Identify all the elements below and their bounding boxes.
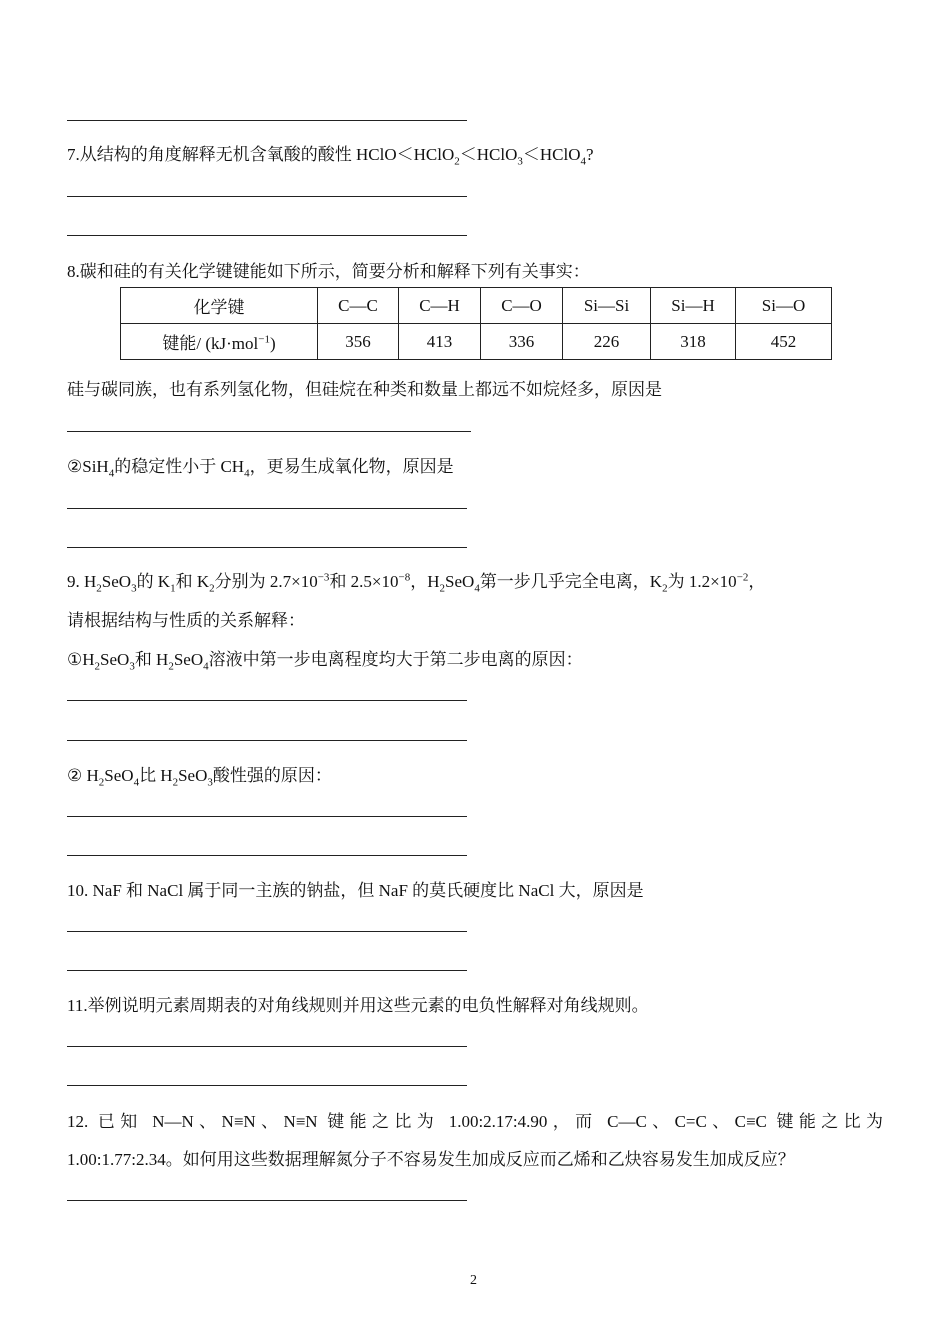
question-7: 7.从结构的角度解释无机含氧酸的酸性 HClO＜HClO$_2$＜HClO$_3$＜HClO$_4$? [67, 145, 594, 168]
question-8-part-2: ②SiH$_4$的稳定性小于 $CH_4$，更易生成氧化物，原因是 [67, 457, 454, 480]
answer-line [67, 1046, 467, 1047]
table-cell: Si—H [651, 288, 736, 324]
answer-line [67, 431, 471, 432]
table-cell: Si—O [736, 288, 832, 324]
table-cell: Si—Si [563, 288, 651, 324]
answer-line [67, 120, 467, 121]
table-cell: C—O [481, 288, 563, 324]
table-row [121, 324, 832, 360]
table-cell: 336 [481, 324, 563, 360]
bond-energy-table [120, 287, 832, 360]
answer-line [67, 508, 467, 509]
answer-line [67, 970, 467, 971]
answer-line [67, 740, 467, 741]
question-12-line-2: 1.00:1.77:2.34。如何用这些数据理解氮分子不容易发生加成反应而乙烯和乙炔容易发生加成反应？ [67, 1150, 795, 1169]
table-cell: 化学键 [121, 288, 318, 324]
question-9-line-2: 请根据结构与性质的关系解释： [67, 611, 305, 630]
answer-line [67, 855, 467, 856]
table-cell: 226 [563, 324, 651, 360]
question-8-stem: 8.碳和硅的有关化学键键能如下所示，简要分析和解释下列有关事实： [67, 262, 590, 281]
answer-line [67, 816, 467, 817]
answer-line [67, 1085, 467, 1086]
table-row-label: 键能/ (kJ·mol$^{-1}$) [121, 324, 318, 360]
table-cell: C—C [318, 288, 399, 324]
question-11: 11.举例说明元素周期表的对角线规则并用这些元素的电负性解释对角线规则。 [67, 996, 649, 1015]
question-8-part-1: 硅与碳同族，也有系列氢化物，但硅烷在种类和数量上都远不如烷烃多，原因是 [67, 380, 662, 399]
table-cell: C—H [399, 288, 481, 324]
table-header-row [121, 288, 832, 324]
answer-line [67, 1200, 467, 1201]
table-cell: 356 [318, 324, 399, 360]
answer-line [67, 196, 467, 197]
question-9-part-2: ② $H_2SeO_4$比 $H_2SeO_3$酸性强的原因： [67, 766, 332, 789]
answer-line [67, 235, 467, 236]
table-cell: 452 [736, 324, 832, 360]
question-9-line-1: 9. $H_2SeO_3$的 $K_1$和 $K_2$分别为 $2.7\times 10^{-3}$和 $2.5\times 10^{-8}$，$H_2SeO_4$第一步几乎完全电离，$K_2$为 $1.2\times 10^{-2}$， [67, 571, 766, 595]
question-9-part-1: $①H_2SeO_3$和 $H_2SeO_4$溶液中第一步电离程度均大于第二步电离的原因： [67, 650, 583, 673]
question-12-line-1: 12. 已知 N—N、N≡N、N≡N 键能之比为 1.00:2.17:4.90，而 C—C、C=C、C≡C 键能之比为 [67, 1112, 883, 1131]
question-10: 10. NaF 和 NaCl 属于同一主族的钠盐，但 NaF 的莫氏硬度比 NaCl 大，原因是 [67, 881, 644, 900]
answer-line [67, 547, 467, 548]
page-number: 2 [470, 1273, 477, 1288]
table-cell: 413 [399, 324, 481, 360]
answer-line [67, 700, 467, 701]
answer-line [67, 931, 467, 932]
table-cell: 318 [651, 324, 736, 360]
